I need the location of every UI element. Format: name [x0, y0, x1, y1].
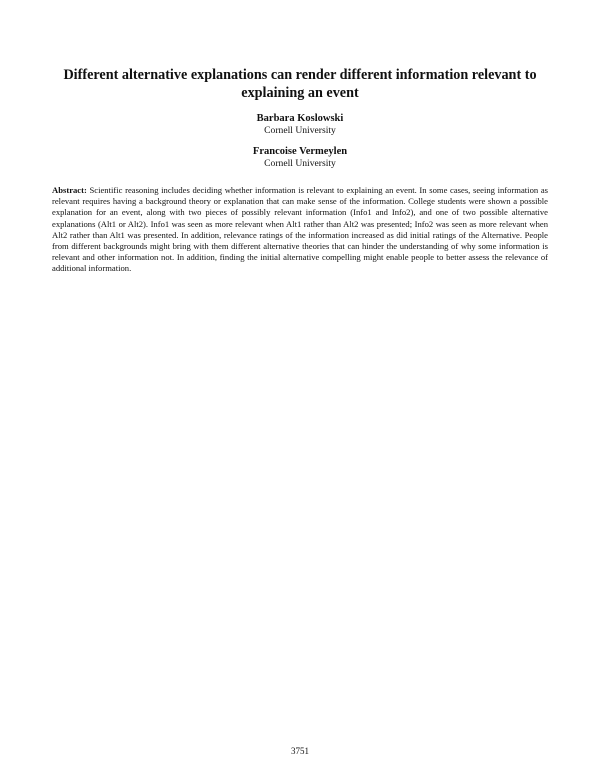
- author-name: Barbara Koslowski: [256, 113, 344, 124]
- author-name: Francoise Vermeylen: [252, 146, 348, 157]
- abstract-label: Abstract:: [52, 185, 87, 195]
- author-affiliation: Cornell University: [264, 125, 336, 136]
- abstract-text: Scientific reasoning includes deciding whether information is relevant to explaining an event. In some cases, seeing information as relevant requires having a background theory or explanation that can make sense of the information. College students were shown a possible explanation for an event, along with two pieces of possibly relevant information (Info1 and Info2), and one of two possible alternative explanations (Alt1 or Alt2). Info1 was seen as more relevant when Alt1 rather than Alt2 was presented; Info2 was seen as more relevant when Alt2 rather than Alt1 was presented. In addition, relevance ratings of the information increased as did initial ratings of the Alternative. People from different backgrounds might bring with them different alternative theories that can hinder the understanding of why some information is relevant and other information not. In addition, finding the initial alternative compelling might enable people to better assess the relevance of additional information.: [52, 185, 548, 274]
- page-number: 3751: [291, 746, 309, 756]
- abstract: [52, 185, 548, 275]
- author-block-2: [100, 145, 500, 170]
- paper-title: Different alternative explanations can render different information relevant to explaining an event: [63, 67, 537, 101]
- author-block-1: [100, 112, 500, 137]
- author-affiliation: Cornell University: [264, 158, 336, 169]
